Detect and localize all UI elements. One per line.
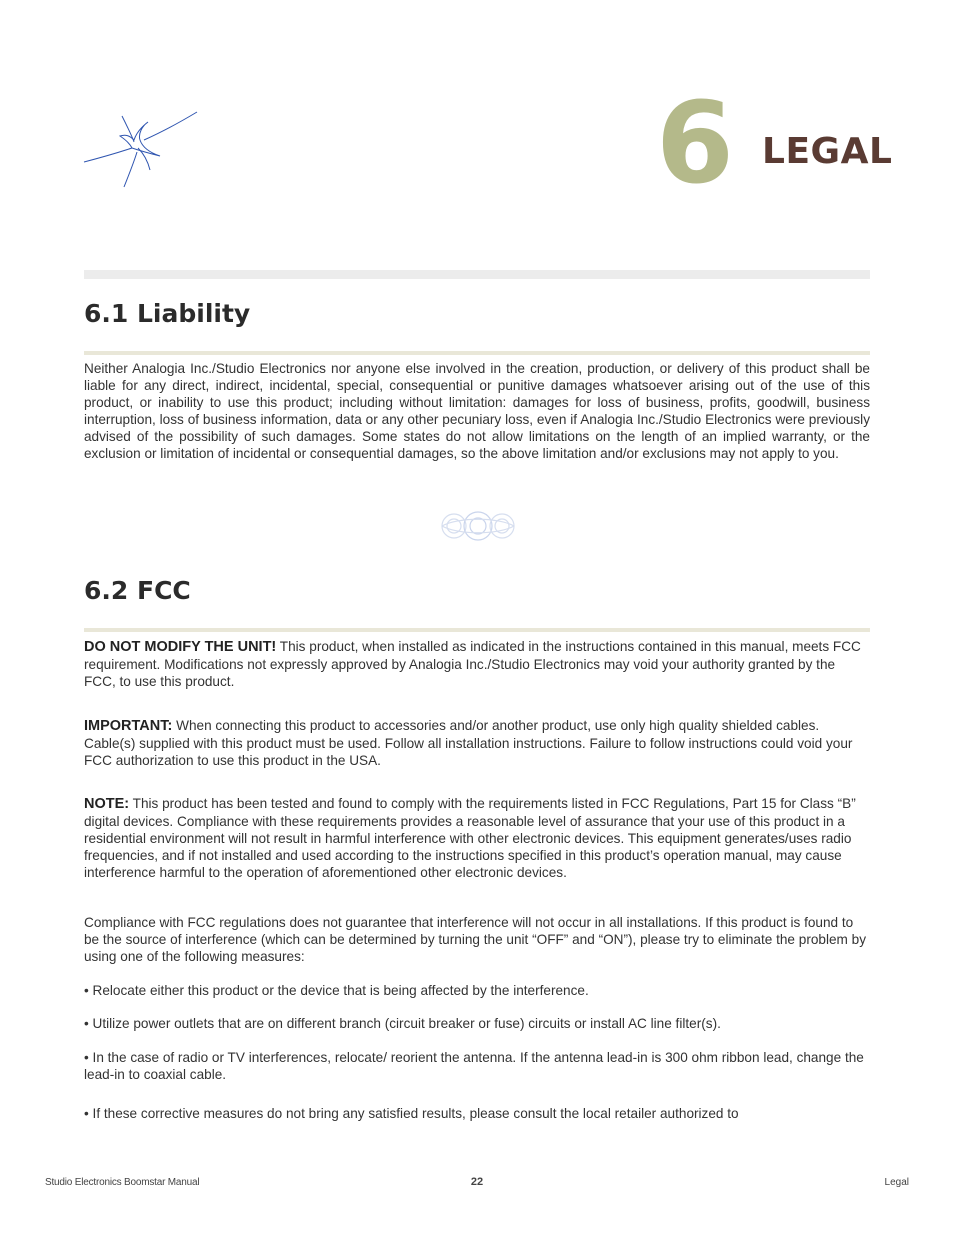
section-heading-fcc: [84, 578, 191, 603]
list-item: • Utilize power outlets that are on different branch (circuit breaker or fuse) circuits or install AC line filter(s).: [84, 1016, 721, 1031]
paragraph-label: DO NOT MODIFY THE UNIT!: [84, 639, 277, 655]
paragraph-label: IMPORTANT:: [84, 718, 173, 734]
list-item: • In the case of radio or TV interferences, relocate/ reorient the antenna. If the antenna lead-in is 300 ohm ribbon lead, change the lead-in to coaxial cable.: [84, 1050, 864, 1082]
liability-paragraph: Neither Analogia Inc./Studio Electronics nor anyone else involved in the creation, production, or delivery of this product shall be liable for any direct, indirect, incidental, special, consequential or punitive damages whatsoever arising out of the use of this product, or inability to use this product; including without limitation: damages for loss of business, profits, goodwill, business interruption, loss of business information, data or any other pecuniary loss, even if Analogia Inc./Studio Electronics were previously advised of the possibility of such damages. Some states do not allow limitations on the length of an implied warranty, or the exclusion or limitation of incidental or consequential damages, so the above limitation and/or exclusions may not apply to you.: [84, 361, 870, 461]
footer-manual-title: Studio Electronics Boomstar Manual: [45, 1177, 200, 1188]
section-rule: [84, 628, 870, 632]
fcc-paragraph-modify: [84, 638, 870, 690]
fcc-paragraph-note: [84, 795, 870, 881]
fcc-paragraph-important: [84, 717, 870, 769]
list-item: • If these corrective measures do not bring any satisfied results, please consult the local retailer authorized to: [84, 1106, 739, 1121]
paragraph-label: NOTE:: [84, 796, 130, 812]
section-heading-liability: [84, 301, 250, 326]
footer-page-number: 22: [470, 1176, 484, 1188]
chapter-number: 6: [656, 79, 732, 209]
section-title: FCC: [137, 576, 191, 605]
fcc-paragraph-compliance: Compliance with FCC regulations does not guarantee that interference will not occur in all installations. If this product is found to be the source of interference (which can be determined by turning the unit “OFF” and “ON”), please try to eliminate the problem by using one of the following measures:: [84, 915, 867, 964]
chapter-divider: [84, 270, 870, 279]
chapter-title: LEGAL: [762, 131, 893, 172]
section-number: 6.2: [84, 576, 129, 605]
section-title: Liability: [137, 299, 251, 328]
list-item: • Relocate either this product or the device that is being affected by the interference.: [84, 983, 589, 998]
starburst-logo-icon: [82, 110, 202, 192]
paragraph-text: This product has been tested and found to comply with the requirements listed in FCC Regulations, Part 15 for Class “B” digital devices. Compliance with these requirements provides a reasonable level of assurance that your use of this product in a residential environment will not result in harmful interference with other electronic devices. This equipment generates/uses radio frequencies, and if not installed and used according to the instructions specified in this product’s operation manual, may cause interference harmful to the operation of aforementioned other electronic devices.: [84, 796, 856, 880]
paragraph-text: When connecting this product to accessories and/or another product, use only high quality shielded cables. Cable(s) supplied with this product must be used. Follow all installation instructions. Failure to follow instructions could void your FCC authorization to use this product in the USA.: [84, 718, 853, 768]
paragraph-text: This product, when installed as indicated in the instructions contained in this manual, meets FCC requirement. Modifications not expressly approved by Analogia Inc./Studio Electronics may void your authority granted by the FCC, to use this product.: [84, 639, 861, 689]
section-number: 6.1: [84, 299, 129, 328]
swirl-ornament-icon: [438, 509, 518, 543]
section-rule: [84, 351, 870, 355]
footer-section-name: Legal: [884, 1177, 909, 1188]
